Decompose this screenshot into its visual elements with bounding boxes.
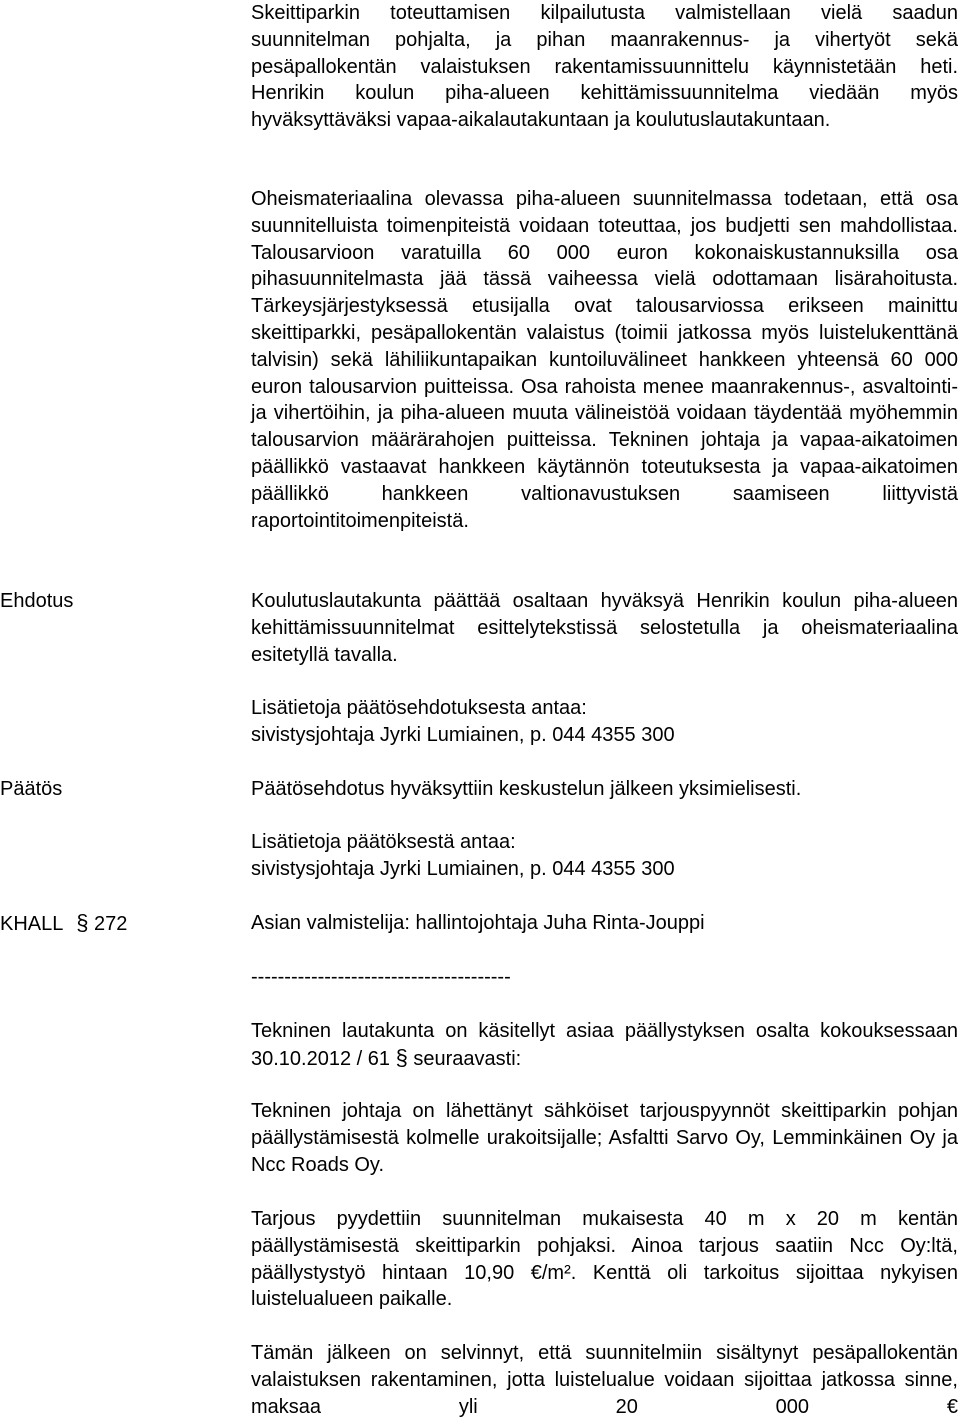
euro-sign: € xyxy=(946,1395,959,1418)
section-label: KHALL xyxy=(0,913,63,935)
label-khall xyxy=(0,910,127,938)
paragraph-text-part: seuraavasti: xyxy=(413,1047,522,1070)
euro-sign: € xyxy=(530,1261,542,1284)
section-label: Ehdotus xyxy=(0,590,74,612)
paatos-text: Päätösehdotus hyväksyttiin keskustelun jälkeen yksimielisesti. xyxy=(251,778,802,800)
ehdotus-block xyxy=(251,588,958,668)
paragraph-oheismateriaali xyxy=(251,186,958,534)
paragraph-text xyxy=(251,1340,958,1420)
paatos-info xyxy=(251,829,958,883)
label-paatos xyxy=(0,776,62,803)
ehdotus-info xyxy=(251,695,958,749)
info-heading: Lisätietoja päätöksestä antaa: xyxy=(251,831,516,853)
ehdotus-text: Koulutuslautakunta päättää osaltaan hyväksyä Henrikin koulun piha-alueen kehittämissuunnitelmat esittelytekstissä selostetulla ja oheismateriaalina esitetyllä tavalla. xyxy=(251,590,958,666)
paragraph-text-part: Tämän jälkeen on selvinnyt, että suunnitelmiin sisältynyt pesäpallokentän valaistuksen rakentaminen, jotta luistelualue voidaan sijoittaa jatkossa sinne, maksaa yli 20 000 xyxy=(251,1342,958,1418)
info-contact: sivistysjohtaja Jyrki Lumiainen, p. 044 4355 300 xyxy=(251,857,675,880)
divider-text: --------------------------------------- xyxy=(251,966,511,988)
khall-block xyxy=(251,910,958,937)
paragraph-text-part: Tekninen lautakunta on käsitellyt asiaa päällystyksen osalta kokouksessaan 30.10.2012 / 61 xyxy=(251,1020,958,1070)
info-heading: Lisätietoja päätösehdotuksesta antaa: xyxy=(251,697,587,719)
info-contact: sivistysjohtaja Jyrki Lumiainen, p. 044 4355 300 xyxy=(251,723,675,746)
section-sign: § xyxy=(395,1044,408,1070)
paatos-block xyxy=(251,776,958,803)
paragraph-text-part: /m². Kenttä oli tarkoitus sijoittaa nykyisen luistelualueen paikalle. xyxy=(251,1261,958,1311)
section-number: 272 xyxy=(94,913,128,935)
section-label: Päätös xyxy=(0,778,63,800)
paragraph-text-part: Tarjous pyydettiin suunnitelman mukaisesta 40 m x 20 m kentän päällystämisestä skeittiparkin pohjaksi. Ainoa tarjous saatiin Ncc Oy:ltä, päällystystyö hintaan 10,90 xyxy=(251,1208,958,1284)
label-ehdotus xyxy=(0,588,73,615)
divider-line xyxy=(251,964,958,991)
paragraph-text xyxy=(251,1206,958,1313)
paragraph-intro xyxy=(251,0,958,134)
paragraph-text: Oheismateriaalina olevassa piha-alueen suunnitelmassa todetaan, että osa suunnitelluista toimenpiteistä voidaan toteuttaa, jos budjetti sen mahdollistaa. Talousarvioon varatuilla 60 000 euron kokonaiskustannuksilla osa pihasuunnitelmasta jää tässä vaiheessa vielä odottamaan lisärahoitusta. Tärkeysjärjestyksessä etusijalla ovat talousarviossa erikseen mainittu skeittiparkki, pesäpallokentän valaistus (toimii jatkossa myös luistelukenttänä talvisin) sekä lähiliikuntapaikan kuntoiluvälineet hankkeen yhteensä 60 000 euron talousarvion puitteissa. Osa rahoista menee maanrakennus-, asvaltointi- ja vihertöihin, ja piha-alueen muuta välineistöä voidaan täydentää myöhemmin talousarvion määrärahojen puitteissa. Tekninen johtaja ja vapaa-aikatoimen päällikkö vastaavat hankkeen käytännön toteutuksesta ja vapaa-aikatoimen päällikkö hankkeen valtionavustuksen saamiseen liittyvistä raportointitoimenpiteistä. xyxy=(251,188,958,532)
paragraph-text xyxy=(251,1018,958,1073)
tekninen-paragraph-1 xyxy=(251,1018,958,1073)
tekninen-paragraph-3 xyxy=(251,1206,958,1313)
tekninen-paragraph-2 xyxy=(251,1098,958,1178)
paragraph-text: Tekninen johtaja on lähettänyt sähköiset tarjouspyynnöt skeittiparkin pohjan päällystämisestä kolmelle urakoitsijalle; Asfaltti Sarvo Oy, Lemminkäinen Oy ja Ncc Roads Oy. xyxy=(251,1100,958,1176)
preparer-text: Asian valmistelija: hallintojohtaja Juha Rinta-Jouppi xyxy=(251,912,705,934)
paragraph-text: Skeittiparkin toteuttamisen kilpailutusta valmistellaan vielä saadun suunnitelman pohjalta, ja pihan maanrakennus- ja vihertyöt sekä pesäpallokentän valaistuksen rakentamissuunnittelu käynnistetään heti. Henrikin koulun piha-alueen kehittämissuunnitelma viedään myös hyväksyttäväksi vapaa-aikalautakuntaan ja koulutuslautakuntaan. xyxy=(251,2,958,132)
tekninen-paragraph-4 xyxy=(251,1340,958,1420)
section-sign: § xyxy=(76,910,89,935)
